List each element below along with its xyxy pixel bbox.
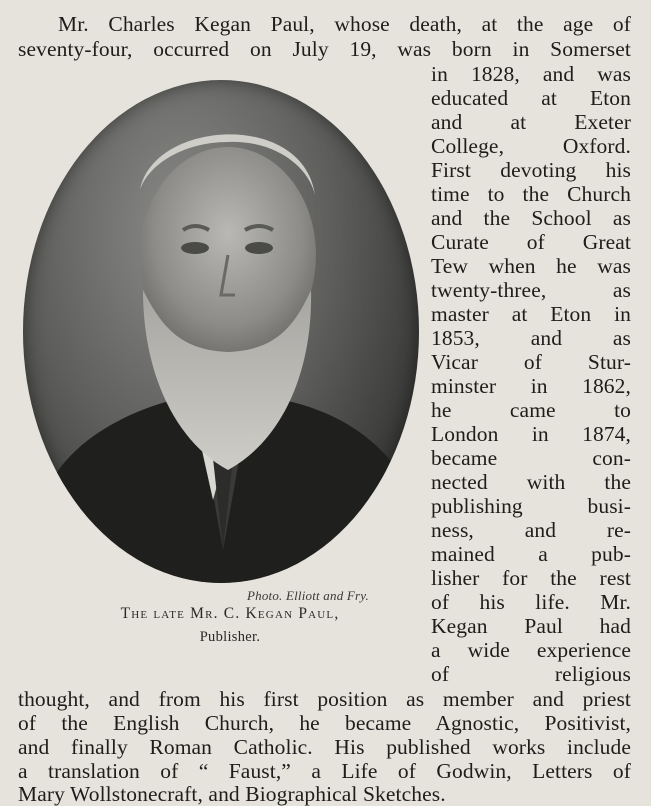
column-line: a wide experience: [431, 638, 631, 662]
column-line: Vicar of Stur-: [431, 350, 631, 374]
article-line: a translation of “ Faust,” a Life of Godwin, Letters of: [18, 759, 631, 783]
column-line: became con-: [431, 446, 631, 470]
column-line: twenty-three, as: [431, 278, 631, 302]
column-line: of his life. Mr.: [431, 590, 631, 614]
column-line: in 1828, and was: [431, 62, 631, 86]
column-line: time to the Church: [431, 182, 631, 206]
figure-caption-subtitle: Publisher.: [199, 629, 261, 645]
column-line: and the School as: [431, 206, 631, 230]
article-line-2: seventy-four, occurred on July 19, was born in Somerset: [18, 37, 631, 61]
column-line: Tew when he was: [431, 254, 631, 278]
column-line: Curate of Great: [431, 230, 631, 254]
article-line: of the English Church, he became Agnostic, Positivist,: [18, 711, 631, 735]
column-line: London in 1874,: [431, 422, 631, 446]
column-line: and at Exeter: [431, 110, 631, 134]
column-line: Kegan Paul had: [431, 614, 631, 638]
column-line: 1853, and as: [431, 326, 631, 350]
column-line: College, Oxford.: [431, 134, 631, 158]
column-line: he came to: [431, 398, 631, 422]
article-line: thought, and from his first position as member and priest: [18, 687, 631, 711]
column-line: minster in 1862,: [431, 374, 631, 398]
column-line: ness, and re-: [431, 518, 631, 542]
article-line-1: Mr. Charles Kegan Paul, whose death, at the age of: [58, 12, 631, 36]
figure-caption: The late Mr. C. Kegan Paul,: [120, 605, 340, 622]
article-line-last: Mary Wollstonecraft, and Biographical Sketches.: [18, 782, 446, 806]
column-line: mained a pub-: [431, 542, 631, 566]
column-line: master at Eton in: [431, 302, 631, 326]
column-line: of religious: [431, 662, 631, 686]
column-line: publishing busi-: [431, 494, 631, 518]
column-line: educated at Eton: [431, 86, 631, 110]
portrait-photo: [23, 80, 419, 583]
column-line: lisher for the rest: [431, 566, 631, 590]
column-line: First devoting his: [431, 158, 631, 182]
article-line: and finally Roman Catholic. His published works include: [18, 735, 631, 759]
photo-credit: Photo. Elliott and Fry.: [247, 588, 369, 603]
column-line: nected with the: [431, 470, 631, 494]
